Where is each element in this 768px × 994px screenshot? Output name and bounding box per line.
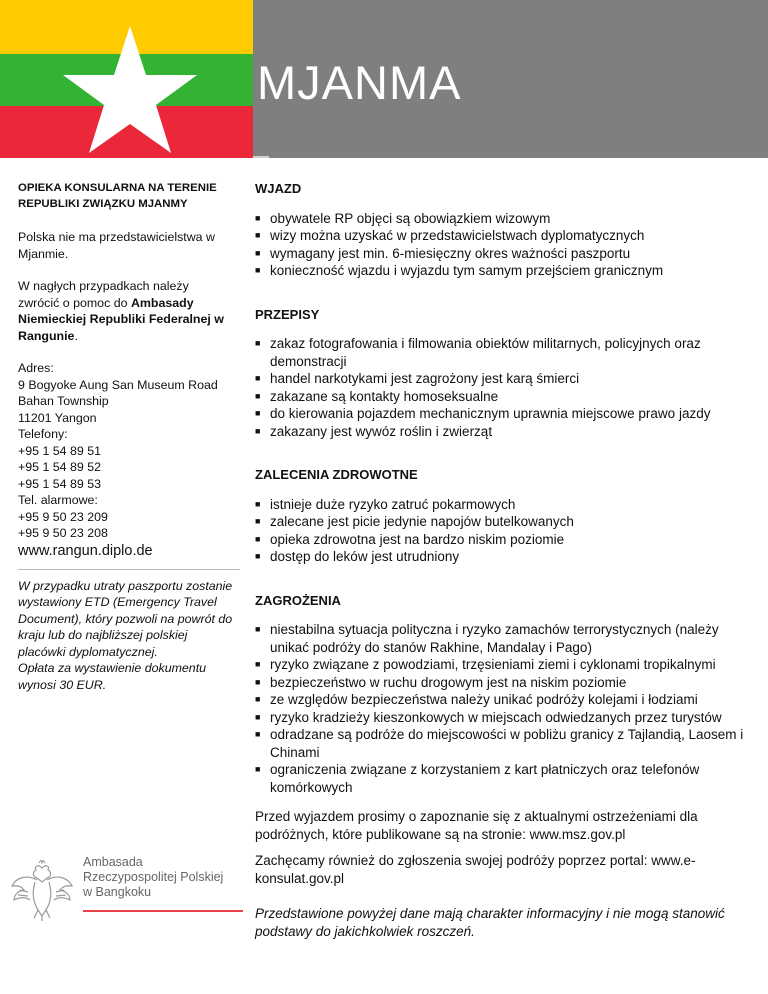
list-item: [255, 674, 755, 692]
list-item-text: ryzyko kradzieży kieszonkowych w miejscach odwiedzanych przez turystów: [270, 709, 722, 725]
embassy-logo: [8, 852, 248, 922]
list-item: [255, 656, 755, 674]
title-edge-line: [253, 156, 269, 158]
travel-info-column: [255, 180, 755, 940]
bullet-icon: ■: [255, 408, 261, 418]
list-item-text: do kierowania pojazdem mechanicznym uprawnia miejscowe prawo jazdy: [270, 406, 711, 421]
list-item-text: niestabilna sytuacja polityczna i ryzyko zamachów terrorystycznych (należy unikać podróży do stanów Rakhine, Mandalay i Pago): [270, 622, 719, 655]
list-item-text: obywatele RP objęci są obowiązkiem wizowym: [270, 210, 551, 226]
list-item: [255, 548, 755, 566]
logo-red-line: [83, 910, 243, 912]
bullet-icon: ■: [255, 659, 261, 669]
address-line: +95 9 50 23 208: [18, 526, 108, 540]
list-item: [255, 423, 755, 441]
section-list: [255, 621, 755, 796]
bullet-icon: ■: [255, 551, 261, 561]
list-item: [255, 227, 755, 245]
address-line: +95 1 54 89 52: [18, 460, 102, 474]
list-item: [255, 691, 755, 709]
bullet-icon: ■: [255, 498, 261, 509]
org-line-2: Rzeczypospolitej Polskiej: [83, 870, 224, 884]
warnings-note: Przed wyjazdem prosimy o zapoznanie się z aktualnymi ostrzeżeniami dla podróżnych, które publikowane są na stronie: www.msz.gov.pl: [255, 809, 698, 842]
etd-fee: Opłata za wystawienie dokumentu wynosi 30 EUR.: [18, 661, 207, 692]
registration-note: Zachęcamy również do zgłoszenia swojej podróży poprzez portal: www.e-konsulat.gov.pl: [255, 853, 696, 886]
section-zalecenia-zdrowotne: [255, 466, 755, 566]
section-list: [255, 496, 755, 566]
embassy-name-label: [83, 855, 223, 900]
list-item: [255, 709, 755, 727]
list-item: [255, 531, 755, 549]
org-line-3: w Bangkoku: [83, 885, 152, 899]
list-item-text: zakaz fotografowania i filmowania obiektów militarnych, policyjnych oraz demonstracji: [270, 336, 701, 369]
list-item: [255, 405, 755, 423]
bullet-icon: ■: [255, 373, 261, 383]
list-item-text: zakazane są kontakty homoseksualne: [270, 388, 499, 404]
address-line: 11201 Yangon: [18, 410, 97, 425]
bullet-icon: ■: [255, 764, 261, 774]
bullet-icon: ■: [255, 212, 261, 223]
emergency-contact-text: [18, 278, 233, 344]
bullet-icon: ■: [255, 729, 261, 739]
bullet-icon: ■: [255, 533, 261, 544]
section-zagro-enia: [255, 592, 755, 797]
section-wjazd: [255, 180, 755, 280]
list-item-text: ograniczenia związane z korzystaniem z kart płatniczych oraz telefonów komórkowych: [270, 762, 700, 795]
list-item-text: ze względów bezpieczeństwa należy unikać podróży kolejami i łodziami: [270, 692, 698, 707]
section-heading: PRZEPISY: [255, 306, 320, 322]
info-sections: [255, 180, 755, 796]
section-heading: ZALECENIA ZDROWOTNE: [255, 467, 418, 482]
list-item-text: bezpieczeństwo w ruchu drogowym jest na niskim poziomie: [270, 674, 627, 690]
org-line-1: Ambasada: [83, 855, 143, 869]
flag-star-icon: [0, 0, 253, 158]
bullet-icon: ■: [255, 425, 261, 436]
embassy-name: Ambasady Niemieckiej Republiki Federalnej w Rangunie: [18, 295, 224, 343]
bullet-icon: ■: [255, 516, 261, 526]
list-item-text: zakazany jest wywóz roślin i zwierząt: [270, 423, 493, 439]
disclaimer-text: Przedstawione powyżej dane mają charakter informacyjny i nie mogą stanowić podstawy do jakichkolwiek roszczeń.: [255, 906, 725, 939]
bullet-icon: ■: [255, 694, 261, 704]
list-item-text: odradzane są podróże do miejscowości w pobliżu granicy z Tajlandią, Laosem i Chinami: [270, 727, 744, 760]
section-list: [255, 210, 755, 280]
address-line: 9 Bogyoke Aung San Museum Road: [18, 377, 218, 392]
list-item: [255, 370, 755, 388]
list-item: [255, 262, 755, 280]
list-item-text: wizy można uzyskać w przedstawicielstwach dyplomatycznych: [270, 228, 645, 243]
left-divider: [18, 569, 240, 570]
list-item: [255, 726, 755, 761]
address-line: +95 9 50 23 209: [18, 509, 108, 524]
title-banner: [253, 0, 768, 158]
list-item-text: opieka zdrowotna jest na bardzo niskim poziomie: [270, 531, 565, 547]
consular-heading: OPIEKA KONSULARNA NA TERENIE REPUBLIKI ZWIĄZKU MJANMY: [18, 182, 217, 210]
bullet-icon: ■: [255, 390, 261, 401]
bullet-icon: ■: [255, 265, 261, 275]
address-line: Bahan Township: [18, 394, 109, 408]
etd-note: W przypadku utraty paszportu zostanie wystawiony ETD (Emergency Travel Document), który pozwoli na powrót do kraju lub do najbliższej polskiej placówki dyplomatycznej.: [18, 578, 233, 659]
list-item-text: konieczność wjazdu i wyjazdu tym samym przejściem granicznym: [270, 263, 664, 278]
consular-info-column: [18, 180, 233, 693]
white-eagle-icon: [8, 860, 76, 922]
address-line: +95 1 54 89 53: [18, 476, 102, 491]
list-item-text: dostęp do leków jest utrudniony: [270, 549, 460, 564]
list-item-text: zalecane jest picie jedynie napojów butelkowanych: [270, 514, 574, 529]
section-przepisy: [255, 306, 755, 441]
list-item: [255, 245, 755, 263]
list-item: [255, 335, 755, 370]
address-line: Telefony:: [18, 427, 68, 441]
section-list: [255, 335, 755, 440]
embassy-address: [18, 360, 233, 542]
bullet-icon: ■: [255, 338, 261, 348]
list-item-text: handel narkotykami jest zagrożony jest karą śmierci: [270, 371, 580, 386]
embassy-website-link[interactable]: www.rangun.diplo.de: [18, 542, 153, 559]
no-representation-text: Polska nie ma przedstawicielstwa w Mjanmie.: [18, 230, 215, 261]
list-item-text: ryzyko związane z powodziami, trzęsieniami ziemi i cyklonami tropikalnymi: [270, 657, 716, 672]
list-item: [255, 496, 755, 514]
address-line: +95 1 54 89 51: [18, 443, 102, 458]
list-item-text: wymagany jest min. 6-miesięczny okres ważności paszportu: [270, 245, 631, 261]
page-title: MJANMA: [257, 56, 462, 109]
address-line: Adres:: [18, 361, 54, 375]
section-heading: WJAZD: [255, 181, 302, 196]
bullet-icon: ■: [255, 676, 261, 687]
address-line: Tel. alarmowe:: [18, 493, 98, 507]
bullet-icon: ■: [255, 711, 261, 722]
bullet-icon: ■: [255, 624, 261, 634]
list-item: [255, 513, 755, 531]
emergency-text-prefix: W nagłych przypadkach należy zwrócić o pomoc do: [18, 279, 189, 310]
list-item: [255, 210, 755, 228]
myanmar-flag: [0, 0, 253, 158]
emergency-text-suffix: .: [74, 328, 78, 343]
section-heading: ZAGROŻENIA: [255, 592, 341, 608]
list-item: [255, 761, 755, 796]
list-item: [255, 621, 755, 656]
list-item: [255, 388, 755, 406]
bullet-icon: ■: [255, 230, 261, 240]
bullet-icon: ■: [255, 247, 261, 258]
list-item-text: istnieje duże ryzyko zatruć pokarmowych: [270, 496, 516, 512]
